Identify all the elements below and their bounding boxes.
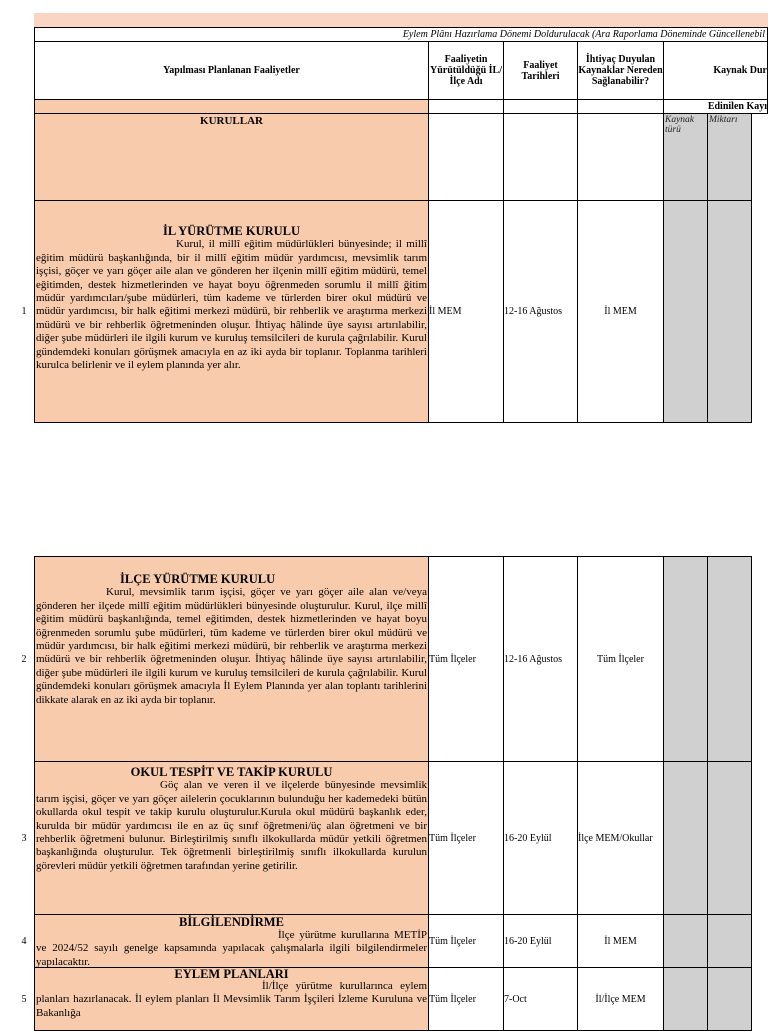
activity-body: İl/İlçe yürütme kurullarınca eylem planları hazırlanacak. İl eylem planları İl Mevsimlik Tarım İşçileri İzleme Kuruluna ve Bakanlığa <box>36 980 427 1019</box>
subrow-unit <box>428 99 504 114</box>
activity-unit: Tüm İlçeler <box>428 967 504 1031</box>
activity-body: Göç alan ve veren il ve ilçelerde bünyesinde mevsimlik tarım işçisi, göçer ve yarı göçer ailelerin çocuklarının bulunduğu her kademedeki bütün okullarda okul tespit ve takip kurulu oluşturulur.Kurula okul müdürü başkanlık eder, kurulda bir müdür yardımcısı ile en az üç sınıf öğretmeni/üç alan öğretmeni ve bir rehberlik öğretmeni bulunur. Birleştirilmiş sınıflı ilkokullarda müdür yetkili öğretmen başkanlığında oluşturulur. Tek öğretmenli birleştirilmiş sınıflı ilkokullarda kurulun görevleri müdür yetkili öğretmen tarafından yerine getirilir. <box>36 779 427 872</box>
activity-source: Tüm İlçeler <box>577 556 664 762</box>
resource-type-cell <box>663 967 708 1031</box>
activity-unit: Tüm İlçeler <box>428 556 504 762</box>
top-band <box>34 13 768 27</box>
amount-cell <box>707 914 752 968</box>
header-amount: Miktarı <box>707 113 752 201</box>
subrow-dates <box>503 99 578 114</box>
activity-unit: Tüm İlçeler <box>428 761 504 915</box>
activity-unit: İl MEM <box>428 200 504 423</box>
activity-dates: 7-Oct <box>503 967 578 1031</box>
activity-description <box>34 761 429 915</box>
section-unit-cell <box>428 113 504 201</box>
activity-title: İL YÜRÜTME KURULU <box>162 224 301 238</box>
activity-description <box>34 914 429 968</box>
resource-type-cell <box>663 761 708 915</box>
amount-cell <box>707 556 752 762</box>
subrow-activities <box>34 99 429 114</box>
resource-type-cell <box>663 200 708 423</box>
activity-source: İlçe MEM/Okullar <box>577 761 664 915</box>
row-number: 4 <box>21 935 27 947</box>
header-obtained: Edinilen Kayı <box>663 99 768 114</box>
activity-dates: 12-16 Ağustos <box>503 556 578 762</box>
activity-source: İl MEM <box>577 200 664 423</box>
header-activities: Yapılması Planlanan Faaliyetler <box>34 41 429 100</box>
subrow-resources <box>577 99 664 114</box>
activity-title: BİLGİLENDİRME <box>179 915 284 929</box>
row-number: 2 <box>21 653 27 665</box>
row-number: 1 <box>21 306 27 317</box>
activity-description <box>34 967 429 1031</box>
section-kurullar: KURULLAR <box>34 113 429 201</box>
activity-description <box>34 556 429 762</box>
activity-dates: 12-16 Ağustos <box>503 200 578 423</box>
header-resource-type: Kaynak türü <box>663 113 708 201</box>
activity-description <box>34 200 429 423</box>
activity-body: İlçe yürütme kurullarına METİP ve 2024/52 sayılı genelge kapsamında yapılacak çalışmalarla ilgili bilgilendirmeler yapılacaktır. <box>36 929 427 968</box>
row-number: 5 <box>21 993 27 1005</box>
header-resource-status: Kaynak Dur <box>663 41 768 100</box>
amount-cell <box>707 761 752 915</box>
header-dates: Faaliyet Tarihleri <box>503 41 578 100</box>
header-resources: İhtiyaç Duyulan Kaynaklar Nereden Sağlanabilir? <box>577 41 664 100</box>
sheet-subheader: Eylem Plânı Hazırlama Dönemi Doldurulacak (Ara Raporlama Döneminde Güncellenebil <box>34 27 768 42</box>
activity-source: İl/İlçe MEM <box>577 967 664 1031</box>
activity-dates: 16-20 Eylül <box>503 914 578 968</box>
activity-body: Kurul, il millî eğitim müdürlükleri bünyesinde; il millî eğitim müdürü başkanlığında, bir il millî eğitim müdür yardımcısı, mevsimlik tarım işçisi, göçer ve yarı göçer aile alan ve gönderen her ilçenin millî eğitim müdürü, temel eğitimden, destek hizmetlerinden ve hayat boyu öğrenmeden sorumlu il millî ğitim müdür yardımcıları/şube müdürleri, tüm kademe ve türlerden birer okul müdürü ve müdür yardımcısı, bir halk eğitimi merkezi müdürü, bir rehberlik ve araştırma merkezi müdürü ve bir rehberlik öğretmeninden oluşur. İhtiyaç hâlinde üye sayısı artırılabilir, diğer şube müdürleri ile ilgili kurum ve kuruluş temsilcileri de kurula çağrılabilir. Kurul gündemdeki konuları görüşmek amacıyla en az iki ayda bir toplanır. Toplanma tarihleri kurulca belirlenir ve il eylem planında yer alır. <box>36 238 427 372</box>
activity-body: Kurul, mevsimlik tarım işçisi, göçer ve yarı göçer aile alan ve/veya gönderen her ilçede millî eğitim müdürlükleri bünyesinde oluşturulur. Kurul, ilçe millî eğitim müdürü başkanlığında, temel eğitimden, destek hizmetlerinden ve hayat boyu öğrenmeden sorumlu şube müdürleri, tüm kademe ve türlerden birer okul müdürü ve müdür yardımcısı, bir halk eğitimi merkezi müdürü, bir rehberlik ve araştırma merkezi müdürü ve bir rehberlik öğretmeninden oluşur. İhtiyaç hâlinde üye sayısı artırılabilir, diğer şube müdürleri ile ilgili kurum ve kuruluş temsilcileri de kurula çağrılabilir. Kurul gündemdeki konuları görüşmek amacıyla İl Eylem Planında yer alan toplantı tarihlerini dikkate alarak en az iki ayda bir toplanır. <box>36 586 427 706</box>
section-resources-cell <box>577 113 664 201</box>
amount-cell <box>707 200 752 423</box>
resource-type-cell <box>663 556 708 762</box>
activity-title: OKUL TESPİT VE TAKİP KURULU <box>130 765 333 779</box>
row-number: 3 <box>21 832 27 844</box>
header-unit: Faaliyetin Yürütüldüğü İL/İlçe Adı <box>428 41 504 100</box>
section-dates-cell <box>503 113 578 201</box>
activity-unit: Tüm İlçeler <box>428 914 504 968</box>
activity-source: İl MEM <box>577 914 664 968</box>
activity-dates: 16-20 Eylül <box>503 761 578 915</box>
amount-cell <box>707 967 752 1031</box>
activity-title: EYLEM PLANLARI <box>174 967 289 981</box>
resource-type-cell <box>663 914 708 968</box>
activity-title: İLÇE YÜRÜTME KURULU <box>120 572 276 586</box>
